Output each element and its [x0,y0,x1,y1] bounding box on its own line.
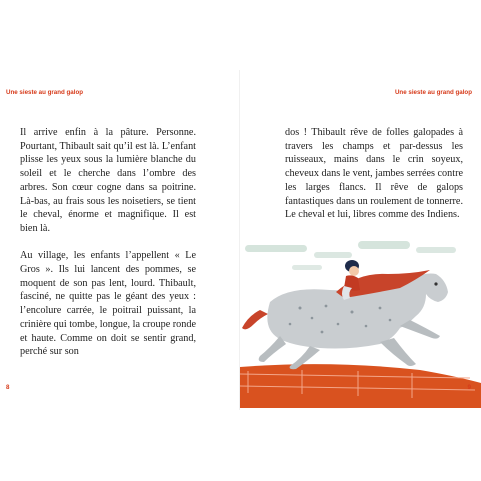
left-paragraph-2: Au village, les enfants l’appellent « Le Gros ». Ils lui lancent des pommes, se moquent de son pas lent, lourd. Thibault, fasciné, ne quitte pas le géant des yeux : l’encolure carrée, le poitrail puissant, la crinière qui tombe, longue, la croupe ronde et haute. Comme on doit se sentir grand, perché sur son [20,250,196,358]
left-paragraph-1: Il arrive enfin à la pâture. Personne. Pourtant, Thibault sait qu’il est là. L’enfant plisse les yeux sous la lumière blanche du soleil et le cherche dans l’ombre des arbres. Son cœur cogne dans sa poitrine. Là-bas, au frais sous les noisetiers, se tient le cheval, énorme et magnifique. Il est bien là. [20,127,196,234]
running-head-left: Une sieste au grand galop [6,89,84,96]
running-head-right: Une sieste au grand galop [394,89,472,96]
right-paragraph-1: dos ! Thibault rêve de folles galopades à travers les champs et par-dessus les ruisseaux, mains dans le crin soyeux, cheveux dans le vent, jambes serrées contre les larges flancs. Il rêve de galops fantastiques dans un roulement de tonnerre. Le cheval et lui, libres comme des Indiens. [285,127,463,221]
left-page-text [20,126,196,359]
left-page [0,0,240,481]
page-number-left: 8 [6,384,10,391]
ground [240,364,481,408]
horse-illustration [240,228,481,408]
right-page [240,0,481,481]
page-number-right: 9 [467,384,471,391]
right-page-text [285,126,463,222]
